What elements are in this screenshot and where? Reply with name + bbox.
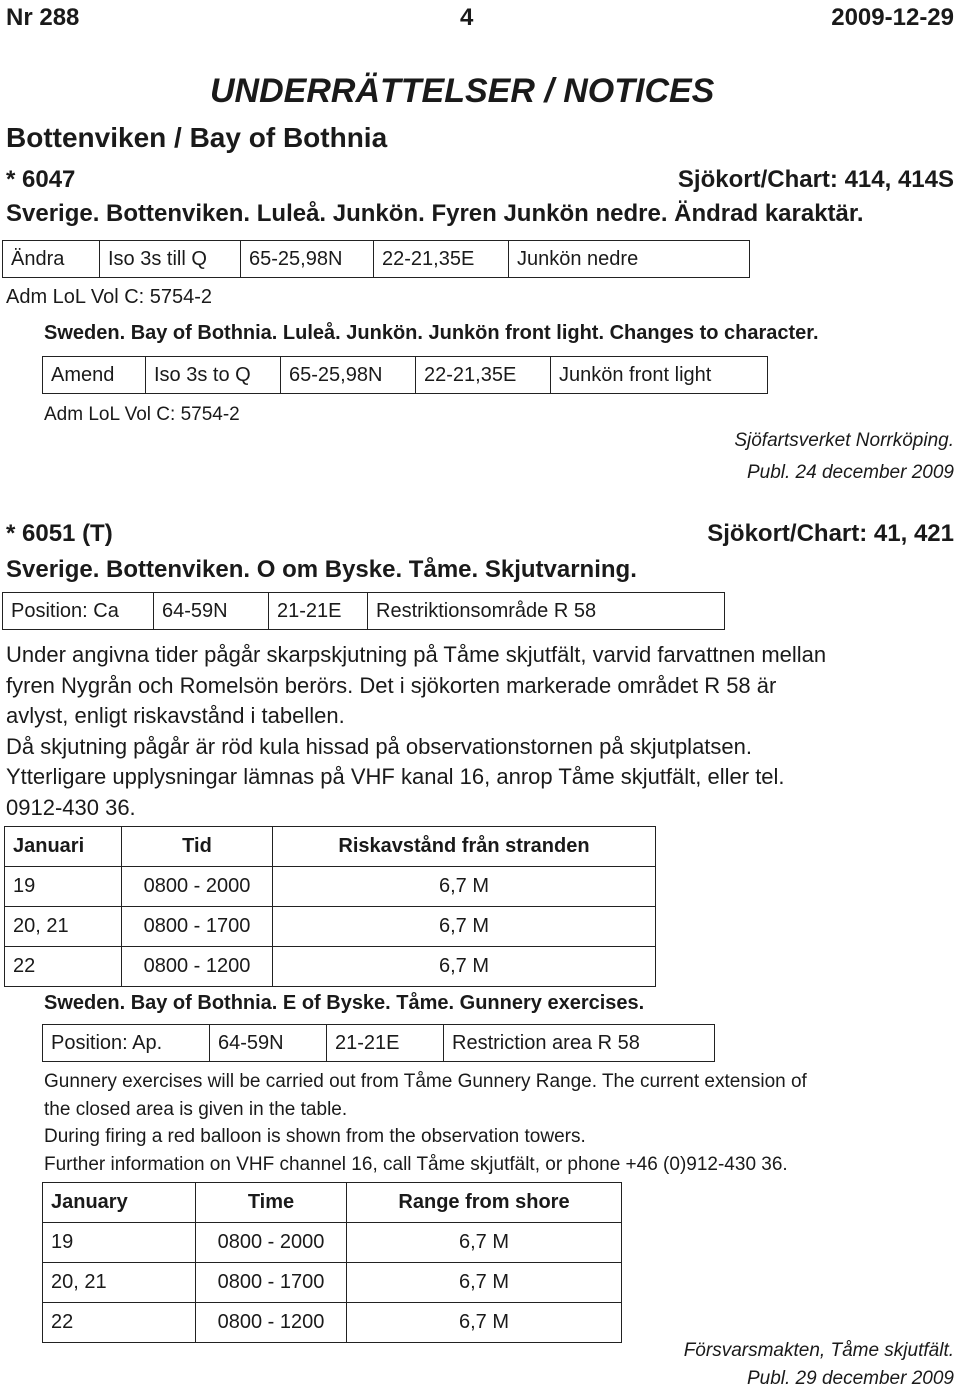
table-row xyxy=(5,867,656,907)
chart-numbers: Sjökort/Chart: 41, 421 xyxy=(707,520,954,547)
light-change-row-sv xyxy=(2,240,750,278)
table-cell: 6,7 M xyxy=(273,907,656,947)
notice-heading-sv: Sverige. Bottenviken. O om Byske. Tåme. Skjutvarning. xyxy=(6,556,637,583)
table-row xyxy=(43,1303,622,1343)
table-cell: 19 xyxy=(43,1223,196,1263)
table-cell: 22 xyxy=(5,947,122,987)
longitude-cell: 22-21,35E xyxy=(416,357,551,394)
notice-source: Försvarsmakten, Tåme skjutfält. xyxy=(683,1340,954,1361)
character-cell: Iso 3s to Q xyxy=(146,357,281,394)
table-cell: 20, 21 xyxy=(5,907,122,947)
column-header: Januari xyxy=(5,827,122,867)
table-cell: 6,7 M xyxy=(347,1303,622,1343)
latitude-cell: 65-25,98N xyxy=(241,241,374,278)
body-line: Gunnery exercises will be carried out from Tåme Gunnery Range. The current extension of xyxy=(44,1071,807,1092)
body-line: Under angivna tider pågår skarpskjutning på Tåme skjutfält, varvid farvattnen mellan xyxy=(6,642,827,667)
table-row xyxy=(43,1223,622,1263)
longitude-cell: 21-21E xyxy=(269,593,368,630)
section-title: Bottenviken / Bay of Bothnia xyxy=(6,122,388,153)
table-cell: 0800 - 1700 xyxy=(196,1263,347,1303)
character-cell: Iso 3s till Q xyxy=(100,241,241,278)
position-label-cell: Position: Ca xyxy=(3,593,154,630)
body-line: Ytterligare upplysningar lämnas på VHF kanal 16, anrop Tåme skjutfält, eller tel. xyxy=(6,764,785,790)
notice-heading-en: Sweden. Bay of Bothnia. Luleå. Junkön. Junkön front light. Changes to character. xyxy=(44,322,819,344)
table-cell: 6,7 M xyxy=(273,947,656,987)
latitude-cell: 64-59N xyxy=(210,1025,327,1062)
position-row-en xyxy=(42,1024,715,1062)
notice-number: * 6047 xyxy=(6,166,76,193)
range-table-en xyxy=(42,1182,622,1343)
position-row-sv xyxy=(2,592,725,630)
range-table-sv xyxy=(4,826,656,987)
table-cell: 0800 - 2000 xyxy=(122,867,273,907)
column-header: Riskavstånd från stranden xyxy=(273,827,656,867)
table-cell: 0800 - 1200 xyxy=(196,1303,347,1343)
light-name-cell: Junkön nedre xyxy=(509,241,750,278)
longitude-cell: 22-21,35E xyxy=(374,241,509,278)
table-row xyxy=(5,947,656,987)
issue-date: 2009-12-29 xyxy=(831,4,954,31)
issue-number: Nr 288 xyxy=(6,4,80,31)
light-name-cell: Junkön front light xyxy=(551,357,768,394)
body-line: avlyst, enligt riskavstånd i tabellen. xyxy=(6,703,345,729)
area-name-cell: Restriction area R 58 xyxy=(444,1025,715,1062)
table-cell: 0800 - 1700 xyxy=(122,907,273,947)
body-line: During firing a red balloon is shown from the observation towers. xyxy=(44,1126,586,1147)
notice-body-en xyxy=(44,1068,807,1178)
column-header: Time xyxy=(196,1183,347,1223)
column-header: January xyxy=(43,1183,196,1223)
table-cell: 22 xyxy=(43,1303,196,1343)
body-line: the closed area is given in the table. xyxy=(44,1098,348,1120)
latitude-cell: 65-25,98N xyxy=(281,357,416,394)
table-cell: 0800 - 2000 xyxy=(196,1223,347,1263)
area-name-cell: Restriktionsområde R 58 xyxy=(368,593,725,630)
adm-list-ref-en: Adm LoL Vol C: 5754-2 xyxy=(44,404,240,425)
notice-heading-en: Sweden. Bay of Bothnia. E of Byske. Tåme. Gunnery exercises. xyxy=(44,992,645,1014)
table-header-row xyxy=(5,827,656,867)
table-cell: 6,7 M xyxy=(347,1263,622,1303)
table-header-row xyxy=(43,1183,622,1223)
column-header: Range from shore xyxy=(347,1183,622,1223)
notice-number: * 6051 (T) xyxy=(6,520,113,547)
notice-body-sv xyxy=(6,640,826,824)
adm-list-ref-sv: Adm LoL Vol C: 5754-2 xyxy=(6,286,213,308)
notice-heading-sv: Sverige. Bottenviken. Luleå. Junkön. Fyren Junkön nedre. Ändrad karaktär. xyxy=(6,200,864,227)
action-cell: Amend xyxy=(43,357,146,394)
table-row xyxy=(43,1263,622,1303)
publication-date: Publ. 24 december 2009 xyxy=(746,462,954,483)
page-number: 4 xyxy=(460,4,474,31)
table-cell: 6,7 M xyxy=(347,1223,622,1263)
action-cell: Ändra xyxy=(3,241,100,278)
position-label-cell: Position: Ap. xyxy=(43,1025,210,1062)
table-cell: 0800 - 1200 xyxy=(122,947,273,987)
body-line: Då skjutning pågår är röd kula hissad på observationstornen på skjutplatsen. xyxy=(6,733,753,759)
body-line: 0912-430 36. xyxy=(6,794,136,820)
table-cell: 6,7 M xyxy=(273,867,656,907)
publication-date: Publ. 29 december 2009 xyxy=(746,1368,954,1389)
body-line: fyren Nygrån och Romelsön berörs. Det i sjökorten markerade området R 58 är xyxy=(6,672,777,698)
table-row xyxy=(5,907,656,947)
light-change-row-en xyxy=(42,356,768,394)
page-title: UNDERRÄTTELSER / NOTICES xyxy=(210,72,715,110)
column-header: Tid xyxy=(122,827,273,867)
notice-source: Sjöfartsverket Norrköping. xyxy=(734,430,954,451)
table-cell: 19 xyxy=(5,867,122,907)
longitude-cell: 21-21E xyxy=(327,1025,444,1062)
chart-numbers: Sjökort/Chart: 414, 414S xyxy=(677,166,954,193)
table-cell: 20, 21 xyxy=(43,1263,196,1303)
latitude-cell: 64-59N xyxy=(154,593,269,630)
body-line: Further information on VHF channel 16, call Tåme skjutfält, or phone +46 (0)912-430 36. xyxy=(44,1153,788,1175)
